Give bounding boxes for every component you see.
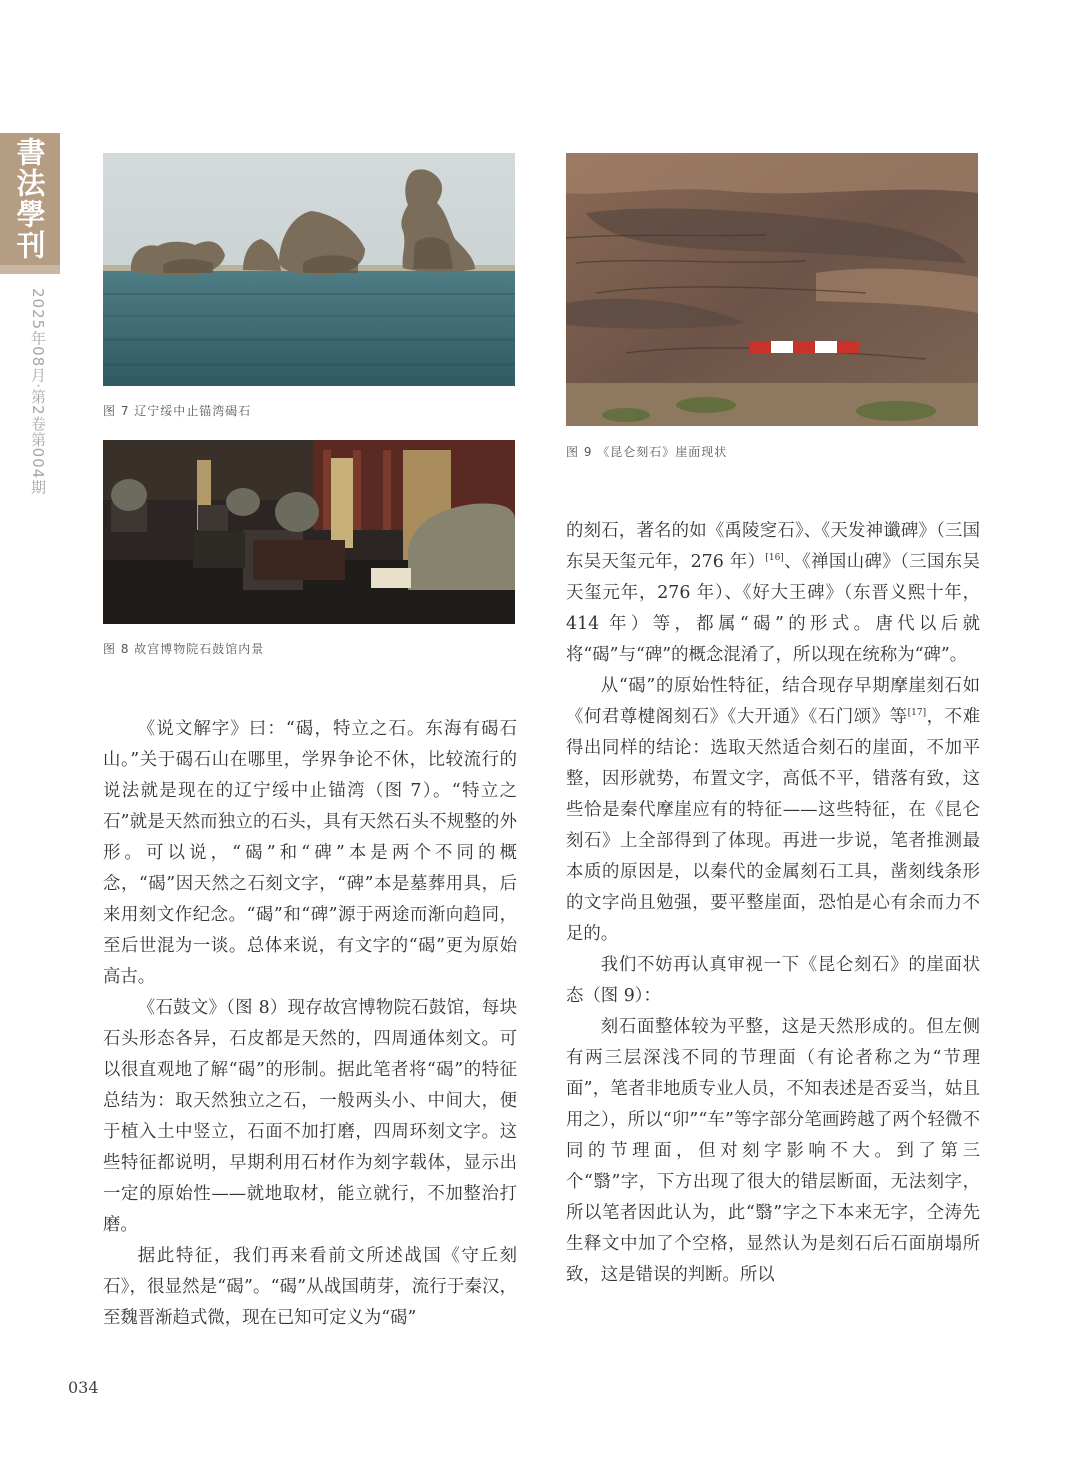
- issue-info: 2025年08月·第2卷第004期: [29, 288, 47, 496]
- side-tab-divider: [0, 265, 60, 274]
- left-column: [103, 714, 517, 1334]
- paragraph: 《石鼓文》（图 8）现存故宫博物院石鼓馆，每块石头形态各异，石皮都是天然的，四周通体刻文。可以很直观地了解“碣”的形制。据此笔者将“碣”的特征总结为：取天然独立之石，一般两头小、中间大，便于植入土中竖立，石面不加打磨，四周环刻文字。这些特征都说明，早期利用石材作为刻字载体，显示出一定的原始性——就地取材，能立就行，不加整治打磨。: [103, 998, 517, 1235]
- paragraph: 刻石面整体较为平整，这是天然形成的。但左侧有两三层深浅不同的节理面（有论者称之为“节理面”，笔者非地质专业人员，不知表述是否妥当，姑且用之），所以“卯”“车”等字部分笔画跨越了两个轻微不同的节理面，但对刻字影响不大。到了第三个“翳”字，下方出现了很大的错层断面，无法刻字，所以笔者因此认为，此“翳”字之下本来无字，仝涛先生释文中加了个空格，显然认为是刻石后石面崩塌所致，这是错误的判断。所以: [566, 1017, 980, 1285]
- footnote-ref: [16]: [765, 553, 784, 564]
- figure-9-image: [566, 153, 978, 426]
- rocks-in-sea-photo: [103, 153, 515, 386]
- paragraph: 据此特征，我们再来看前文所述战国《守丘刻石》，很显然是“碣”。“碣”从战国萌芽，流行于秦汉，至魏晋渐趋式微，现在已知可定义为“碣”: [103, 1246, 517, 1328]
- figure-8-caption: 图 8 故宫博物院石鼓馆内景: [103, 642, 265, 656]
- footnote-ref: [17]: [907, 708, 927, 719]
- paragraph: 从“碣”的原始性特征，结合现存早期摩崖刻石如《何君尊楗阁刻石》《大开通》《石门颂》等[17]，不难得出同样的结论：选取天然适合刻石的崖面，不加平整，因形就势，布置文字，高低不平，错落有致，这些恰是秦代摩崖应有的特征——这些特征，在《昆仑刻石》上全部得到了体现。再进一步说，笔者推测最本质的原因是，以秦代的金属刻石工具，凿刻线条形的文字尚且勉强，要平整崖面，恐怕是心有余而力不足的。: [566, 676, 980, 944]
- museum-hall-photo: [103, 440, 515, 624]
- figure-9-caption: 图 9 《昆仑刻石》崖面现状: [566, 445, 728, 459]
- figure-8-image: [103, 440, 515, 624]
- figure-7-caption: 图 7 辽宁绥中止锚湾碣石: [103, 404, 252, 418]
- journal-title: 書法學刊: [12, 137, 47, 261]
- paragraph: 《说文解字》曰：“碣，特立之石。东海有碣石山。”关于碣石山在哪里，学界争论不休，比较流行的说法就是现在的辽宁绥中止锚湾（图 7）。“特立之石”就是天然而独立的石头，具有天然石头不规整的外形。可以说，“碣”和“碑”本是两个不同的概念，“碣”因天然之石刻文字，“碑”本是墓葬用具，后来用刻文作纪念。“碣”和“碑”源于两途而渐向趋同，至后世混为一谈。总体来说，有文字的“碣”更为原始高古。: [103, 719, 517, 987]
- journal-side-tab: [0, 133, 60, 265]
- figure-7-image: [103, 153, 515, 386]
- scale-bar: [749, 341, 859, 353]
- cliff-face-photo: [566, 153, 978, 426]
- page-number: 034: [68, 1378, 99, 1397]
- paragraph-continued: 的刻石，著名的如《禹陵窆石》、《天发神谶碑》（三国东吴天玺元年，276 年）[16]、《禅国山碑》（三国东吴天玺元年，276 年）、《好大王碑》（东晋义熙十年，414 年）等，都属“碣”的形式。唐代以后就将“碣”与“碑”的概念混淆了，所以现在统称为“碑”。: [566, 521, 980, 665]
- right-column: [566, 516, 980, 1291]
- paragraph: 我们不妨再认真审视一下《昆仑刻石》的崖面状态（图 9）：: [566, 955, 980, 1006]
